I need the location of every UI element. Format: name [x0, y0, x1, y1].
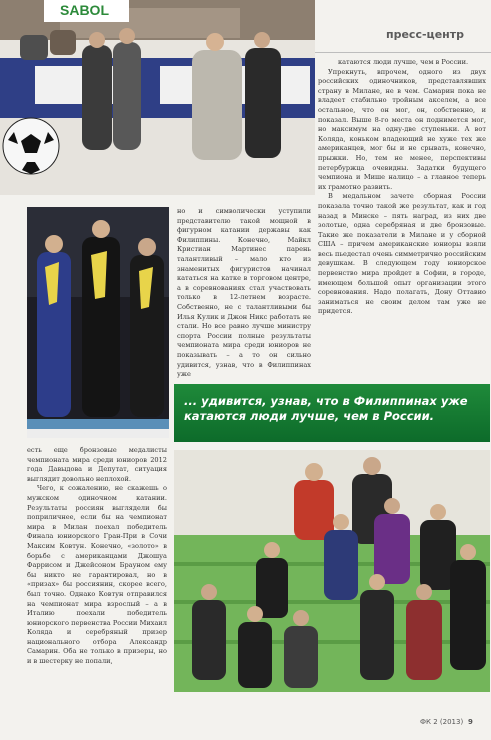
photo-audience-svg: [174, 450, 490, 692]
paragraph: есть еще бронзовые медалисты чемпионата мира среди юниоров 2012 года Давыдова и Депутат, ситуация выглядит довольно неплохой.: [27, 446, 167, 483]
photo-ice-rink-officials: [0, 0, 315, 195]
paragraph: В медальном зачете сборная России показала точно такой же результат, как и год назад в Минске – пять наград, из них две золотые, одна серебряная и две бронзовые. Такие же показатели в Милане и у сборной США – причем американские юниоры взяли весь пьедестал очень симметрично российским девушкам. В следующем году юниорское первенство мира пройдет в Софии, в городе, имеющем большой опыт организации этого соревнования. Надо полагать, Дону Оттавио заниматься не своим делом там уже не придется.: [318, 192, 486, 316]
photo-audience-stands: [174, 450, 490, 692]
photo-ice-rink-svg: [0, 0, 315, 195]
pull-quote-text: ... удивится, узнав, что в Филиппинах уже катаются люди лучше, чем в России.: [184, 394, 468, 423]
page-number: 9: [468, 718, 473, 726]
text-column-right: [318, 58, 486, 383]
section-title: пресс-центр: [386, 28, 465, 41]
text-column-left: [27, 446, 167, 708]
paragraph: Упрекнуть, впрочем, одного из двух российских одиночников, представлявших страну в Милане, не в чем. Самарин пока не владеет стабильно тройным акселем, а все остальное, что он мог, он, собственно, и показал. Выше 8-го места он поднимется мог, но максимум на одну-две ступеньки. А вот Коляда, коньком владеющий не хуже тех же американцев, мог бы и не срывать, конечно, прыжки. Но, тем не менее, перспективы петербуржца очевидны. Задатки будущего чемпиона и Мише налицо – а главное теперь их грамотно развить.: [318, 67, 486, 191]
text-column-middle: [177, 207, 311, 379]
skaters: [37, 220, 164, 417]
pull-quote-banner: [174, 384, 490, 442]
photo-podium-svg: [27, 207, 169, 438]
paragraph: Чего, к сожалению, не скажешь о мужском одиночном катании. Результаты россиян выглядели бы поприличнее, если бы на чемпионат мира в Милан поехал победитель Финала юниорского Гран-При в Сочи Максим Ковтун. Конечно, «золото» в борьбе с американцами Джошуа Фаррисом и Джейсоном Брауном ему бы никто не гарантировал, но в «призах» бы россиянин, скорее всего, был точно. Однако Ковтун отправился на чемпионат мира взрослый – а в Италию поехали победитель юниорского первенства России Михаил Коляда и серебряный призер национального отбора Александр Самарин. Оба не только в призеры, но и в шестерку не попали,: [27, 484, 167, 666]
header-divider: [315, 52, 491, 53]
paragraph: но и символически уступили представителю такой мощной в фигурном катании державы как Филиппины. Конечно, Майкл Кристиан Мартинес парень талантливый – мало кто из знаменитых фигуристов начинал кататься на катке в торговом центре, а в соревнованиях стал участвовать только в 12-летнем возрасте. Собственно, не с талантливыми бы Илья Кулик и Джон Никс работать не стали. Но все равно лучше министру спорта России полные результаты чемпионата мира среди юниоров не показывать – а то он сильно удивится, узнав, что в Филиппинах уже: [177, 207, 311, 379]
paragraph: катаются люди лучше, чем в России.: [338, 58, 469, 66]
football-icon: [3, 118, 59, 174]
page-footer-label: ФК 2 (2013): [420, 718, 464, 726]
photo-podium-medalists: [27, 207, 169, 438]
banner-sign-text: SABOL: [60, 2, 109, 18]
